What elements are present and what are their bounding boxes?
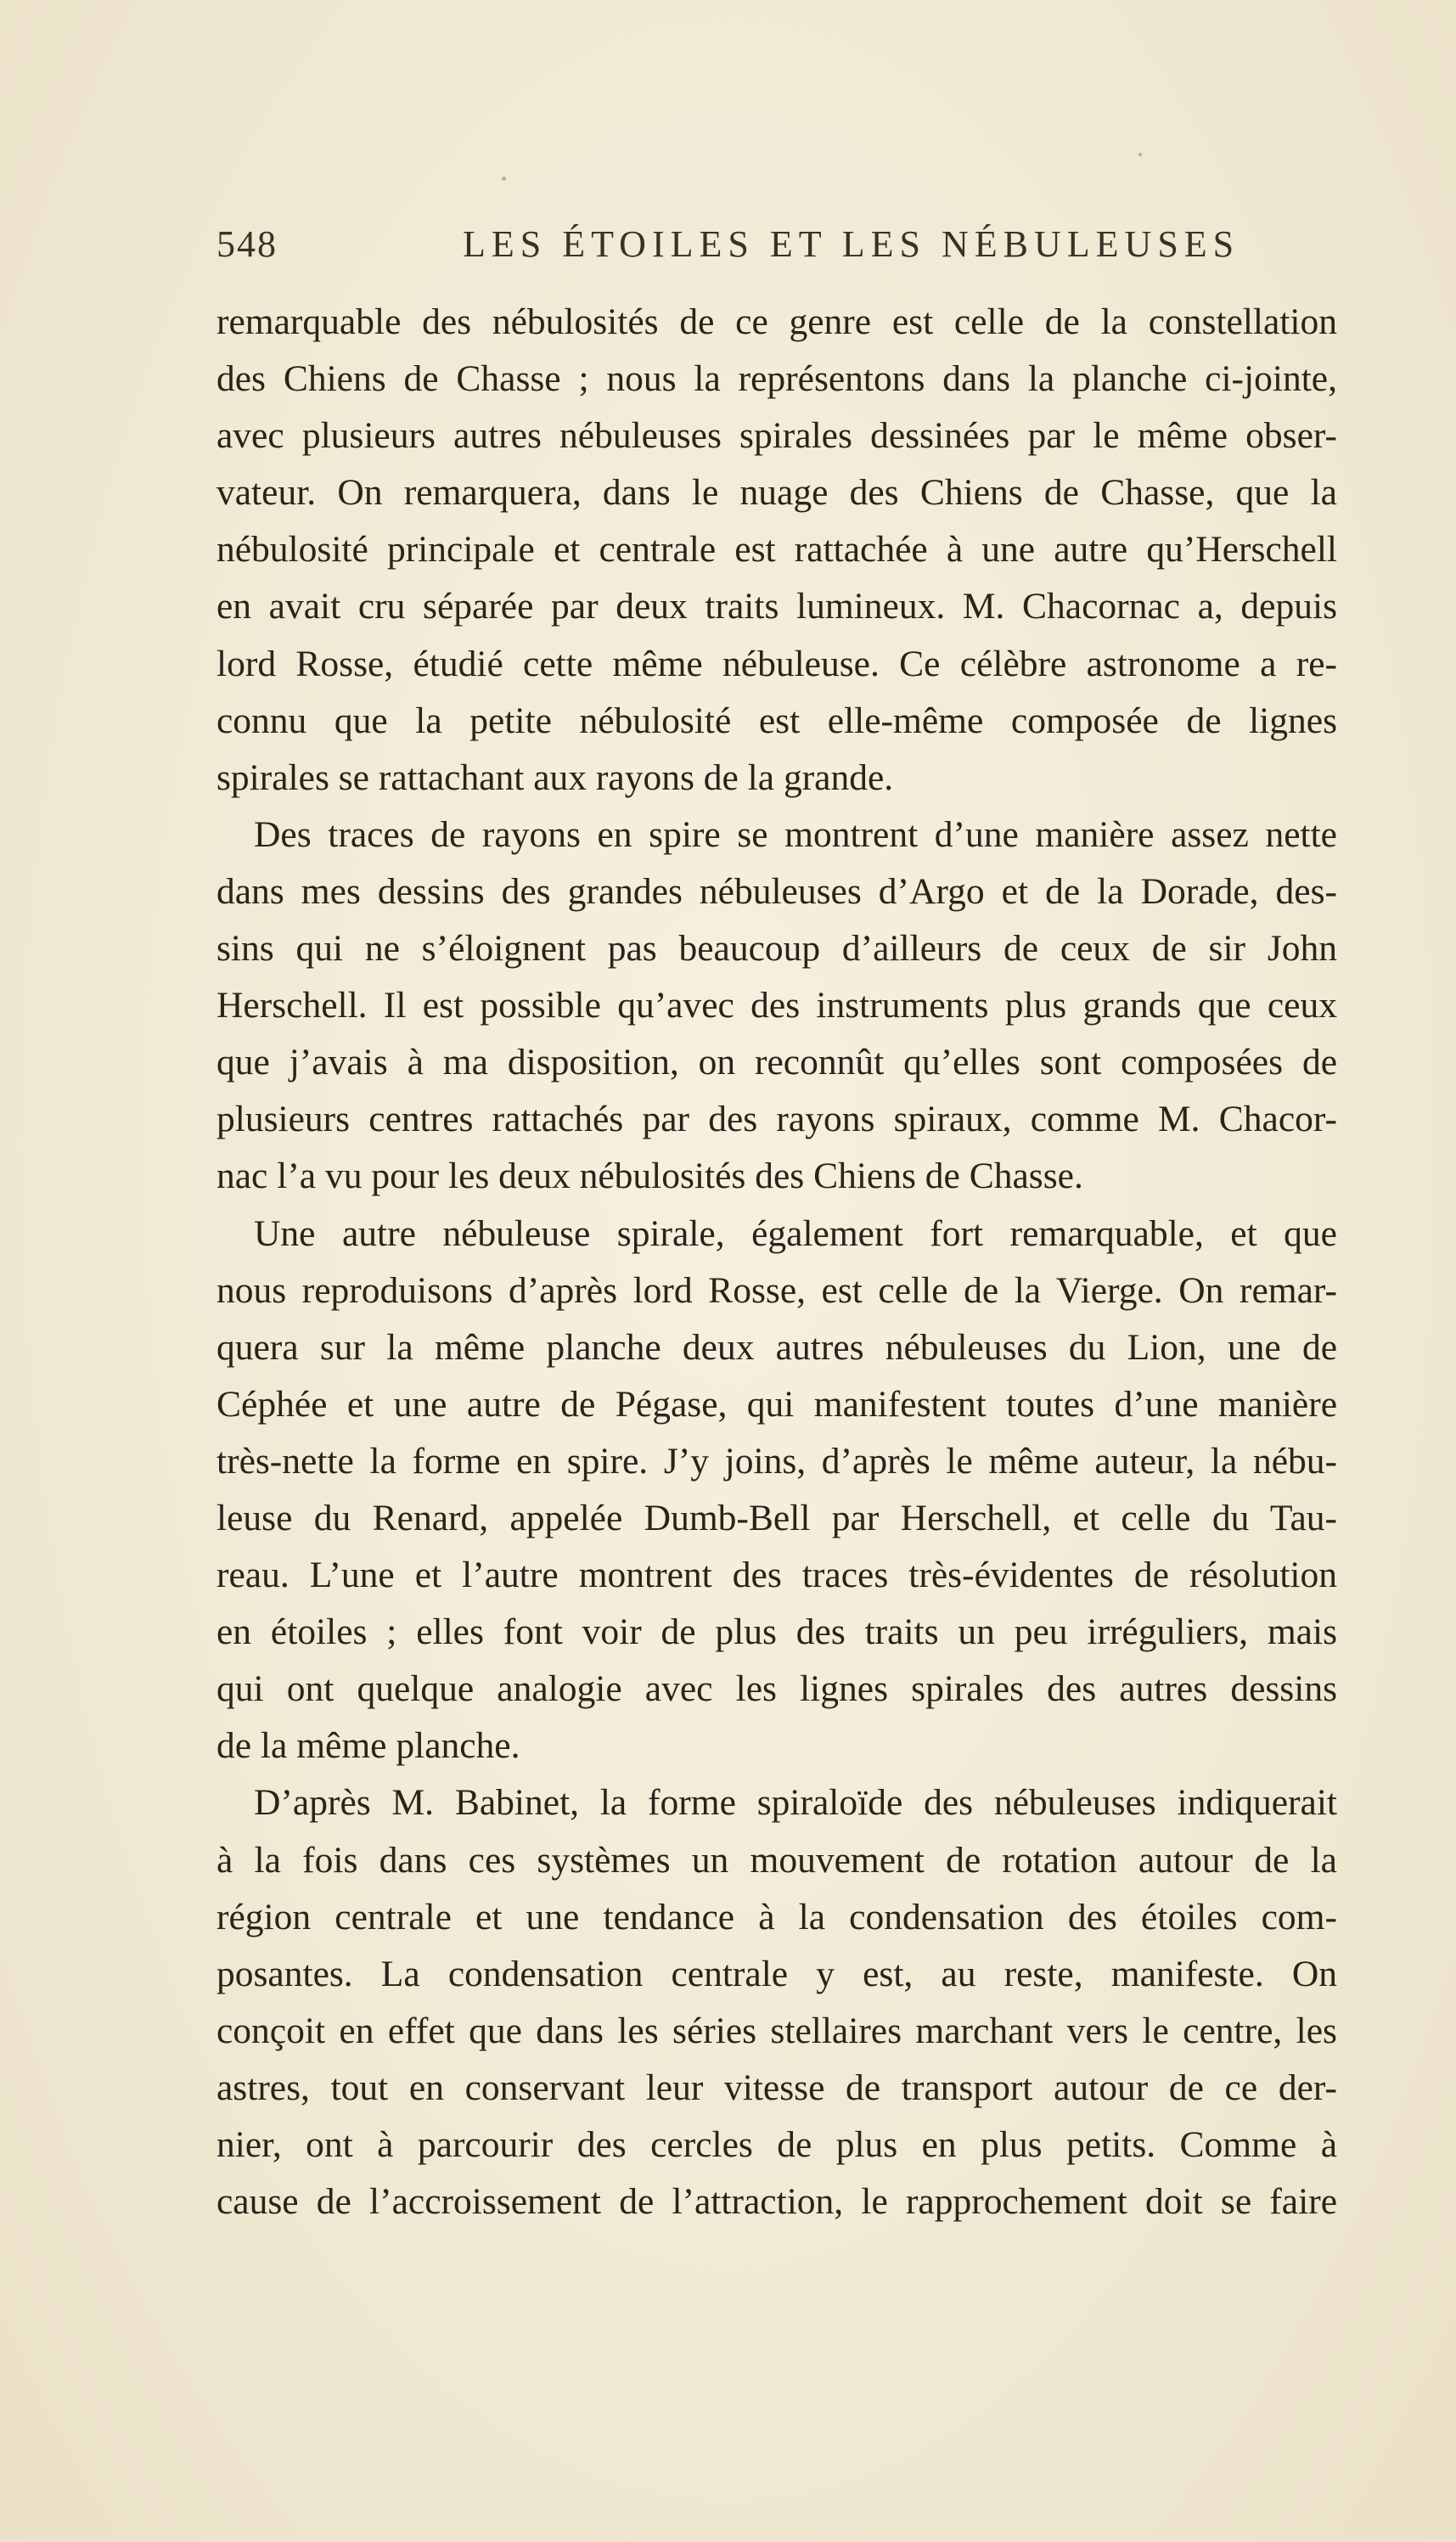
text-line: sins qui ne s’éloignent pas beaucoup d’ailleurs de ceux de sir John xyxy=(216,928,1337,970)
text-line: D’après M. Babinet, la forme spiraloïde des nébuleuses indiquerait xyxy=(254,1782,1337,1824)
text-line: Des traces de rayons en spire se montrent d’une manière assez nette xyxy=(254,813,1337,855)
text-line: connu que la petite nébulosité est elle-même composée de lignes xyxy=(216,700,1337,741)
text-line: Herschell. Il est possible qu’avec des instruments plus grands que ceux xyxy=(216,985,1337,1026)
text-line: avec plusieurs autres nébuleuses spirales dessinées par le même obser- xyxy=(216,415,1337,457)
text-line: en avait cru séparée par deux traits lumineux. M. Chacornac a, depuis xyxy=(216,586,1337,627)
running-title: LES ÉTOILES ET LES NÉBULEUSES xyxy=(463,223,1240,265)
text-line: très-nette la forme en spire. J’y joins, d’après le même auteur, la nébu- xyxy=(216,1440,1337,1482)
text-line: nébulosité principale et centrale est rattachée à une autre qu’Herschell xyxy=(216,529,1337,571)
text-line: astres, tout en conservant leur vitesse de transport autour de ce der- xyxy=(216,2067,1337,2108)
text-line: qui ont quelque analogie avec les lignes spirales des autres dessins xyxy=(216,1668,1337,1710)
text-line: leuse du Renard, appelée Dumb-Bell par Herschell, et celle du Tau- xyxy=(216,1497,1337,1538)
text-line: dans mes dessins des grandes nébuleuses d’Argo et de la Dorade, des- xyxy=(216,870,1337,912)
text-line: vateur. On remarquera, dans le nuage des Chiens de Chasse, que la xyxy=(216,472,1337,514)
text-line: nac l’a vu pour les deux nébulosités des Chiens de Chasse. xyxy=(216,1156,1083,1197)
paper-speck xyxy=(502,177,506,181)
running-head xyxy=(216,222,1337,273)
text-line: en étoiles ; elles font voir de plus des traits un peu irréguliers, mais xyxy=(216,1611,1337,1653)
text-line: Céphée et une autre de Pégase, qui manifestent toutes d’une manière xyxy=(216,1383,1337,1425)
text-line: lord Rosse, étudié cette même nébuleuse. Ce célèbre astronome a re- xyxy=(216,643,1337,684)
text-line: que j’avais à ma disposition, on reconnût qu’elles sont composées de xyxy=(216,1042,1337,1083)
text-line: reau. L’une et l’autre montrent des traces très-évidentes de résolution xyxy=(216,1555,1337,1596)
text-line: conçoit en effet que dans les séries stellaires marchant vers le centre, les xyxy=(216,2010,1337,2051)
text-line: de la même planche. xyxy=(216,1725,520,1767)
text-line: des Chiens de Chasse ; nous la représentons dans la planche ci-jointe, xyxy=(216,358,1337,400)
body-text xyxy=(216,294,1337,2230)
text-line: posantes. La condensation centrale y est, au reste, manifeste. On xyxy=(216,1953,1337,1994)
text-line: quera sur la même planche deux autres nébuleuses du Lion, une de xyxy=(216,1326,1337,1368)
text-line: région centrale et une tendance à la condensation des étoiles com- xyxy=(216,1896,1337,1937)
page-number: 548 xyxy=(216,223,278,265)
text-line: Une autre nébuleuse spirale, également fort remarquable, et que xyxy=(254,1212,1337,1254)
text-line: cause de l’accroissement de l’attraction, le rapprochement doit se faire xyxy=(216,2181,1337,2223)
text-line: nier, ont à parcourir des cercles de plus en plus petits. Comme à xyxy=(216,2124,1337,2165)
paper-speck xyxy=(1138,153,1142,156)
text-line: remarquable des nébulosités de ce genre est celle de la constellation xyxy=(216,301,1337,342)
text-line: spirales se rattachant aux rayons de la grande. xyxy=(216,756,894,798)
text-line: nous reproduisons d’après lord Rosse, est celle de la Vierge. On remar- xyxy=(216,1269,1337,1311)
text-line: à la fois dans ces systèmes un mouvement de rotation autour de la xyxy=(216,1839,1337,1881)
text-line: plusieurs centres rattachés par des rayons spiraux, comme M. Chacor- xyxy=(216,1099,1337,1140)
